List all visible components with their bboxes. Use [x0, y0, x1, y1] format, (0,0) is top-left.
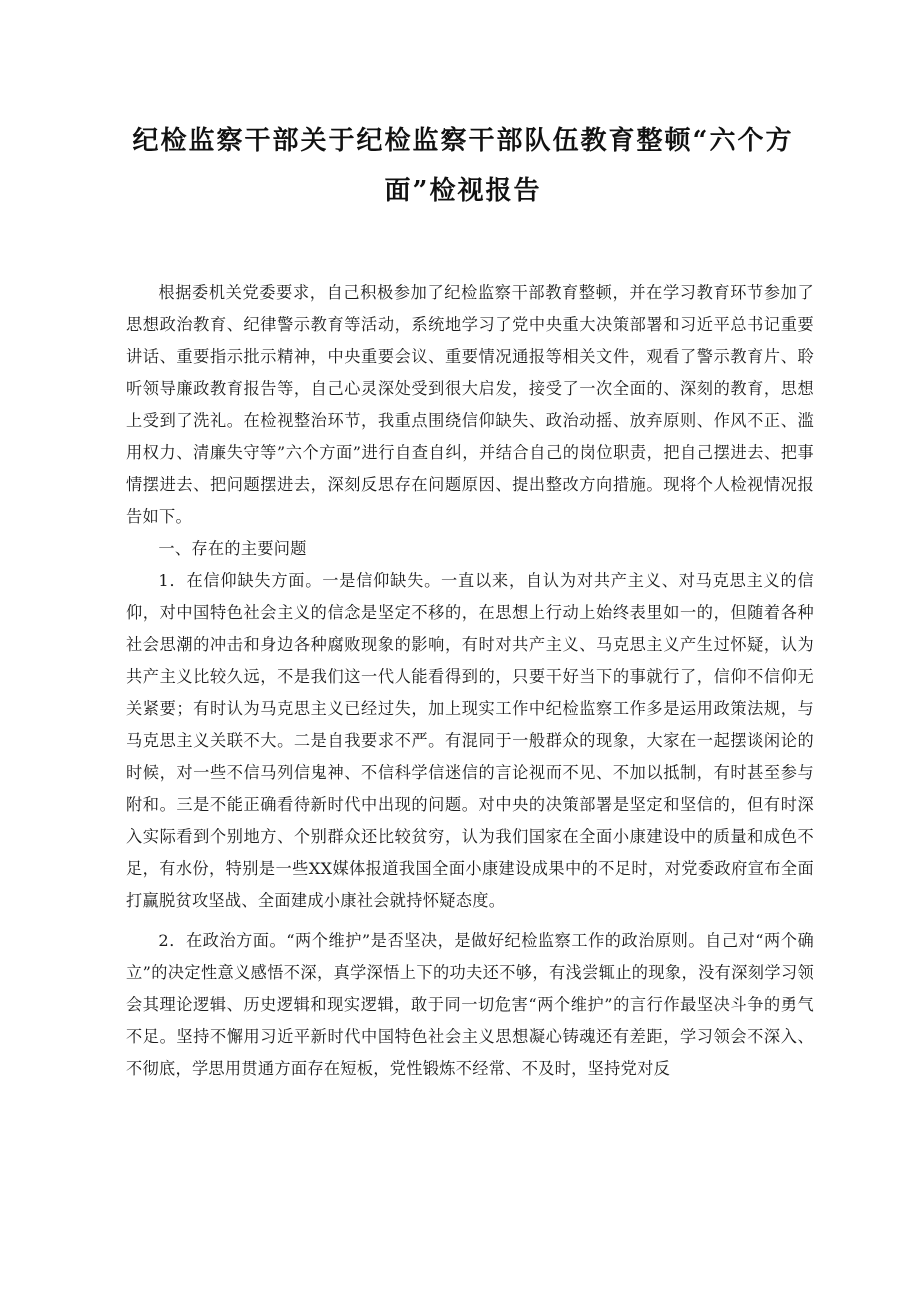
document-body [126, 277, 814, 1085]
paragraph-belief: 1．在信仰缺失方面。一是信仰缺失。一直以来，自认为对共产主义、对马克思主义的信仰，对中国特色社会主义的信念是坚定不移的，在思想上行动上始终表里如一的，但随着各种社会思潮的冲击和身边各种腐败现象的影响，有时对共产主义、马克思主义产生过怀疑，认为共产主义比较久远，不是我们这一代人能看得到的，只要干好当下的事就行了，信仰不信仰无关紧要；有时认为马克思主义已经过失，加上现实工作中纪检监察工作多是运用政策法规，与马克思主义关联不大。二是自我要求不严。有混同于一般群众的现象，大家在一起摆谈闲论的时候，对一些不信马列信鬼神、不信科学信迷信的言论视而不见、不加以抵制，有时甚至参与附和。三是不能正确看待新时代中出现的问题。对中央的决策部署是坚定和坚信的，但有时深入实际看到个别地方、个别群众还比较贫穷，认为我们国家在全面小康建设中的质量和成色不足，有水份，特别是一些XX媒体报道我国全面小康建设成果中的不足时，对党委政府宣布全面打赢脱贫攻坚战、全面建成小康社会就持怀疑态度。 [126, 571, 814, 910]
section-heading: 一、存在的主要问题 [158, 539, 307, 558]
paragraph-politics: 2．在政治方面。“两个维护”是否坚决，是做好纪检监察工作的政治原则。自己对“两个确立”的决定性意义感悟不深，真学深悟上下的功夫还不够，有浅尝辄止的现象，没有深刻学习领会其理论逻辑、历史逻辑和现实逻辑，敢于同一切危害“两个维护”的言行作最坚决斗争的勇气不足。坚持不懈用习近平新时代中国特色社会主义思想凝心铸魂还有差距，学习领会不深入、不彻底，学思用贯通方面存在短板，党性锻炼不经常、不及时，坚持党对反 [126, 931, 814, 1078]
document-title: 纪检监察干部关于纪检监察干部队伍教育整顿“六个方面”检视报告 [132, 126, 794, 206]
intro-paragraph: 根据委机关党委要求，自己积极参加了纪检监察干部教育整顿，并在学习教育环节参加了思想政治教育、纪律警示教育等活动，系统地学习了党中央重大决策部署和习近平总书记重要讲话、重要指示批示精神，中央重要会议、重要情况通报等相关文件，观看了警示教育片、聆听领导廉政教育报告等，自己心灵深处受到很大启发，接受了一次全面的、深刻的教育，思想上受到了洗礼。在检视整治环节，我重点围绕信仰缺失、政治动摇、放弃原则、作风不正、滥用权力、清廉失守等”六个方面”进行自查自纠，并结合自己的岗位职责，把自己摆进去、把事情摆进去、把问题摆进去，深刻反思存在问题原因、提出整改方向措施。现将个人检视情况报告如下。 [126, 283, 814, 526]
